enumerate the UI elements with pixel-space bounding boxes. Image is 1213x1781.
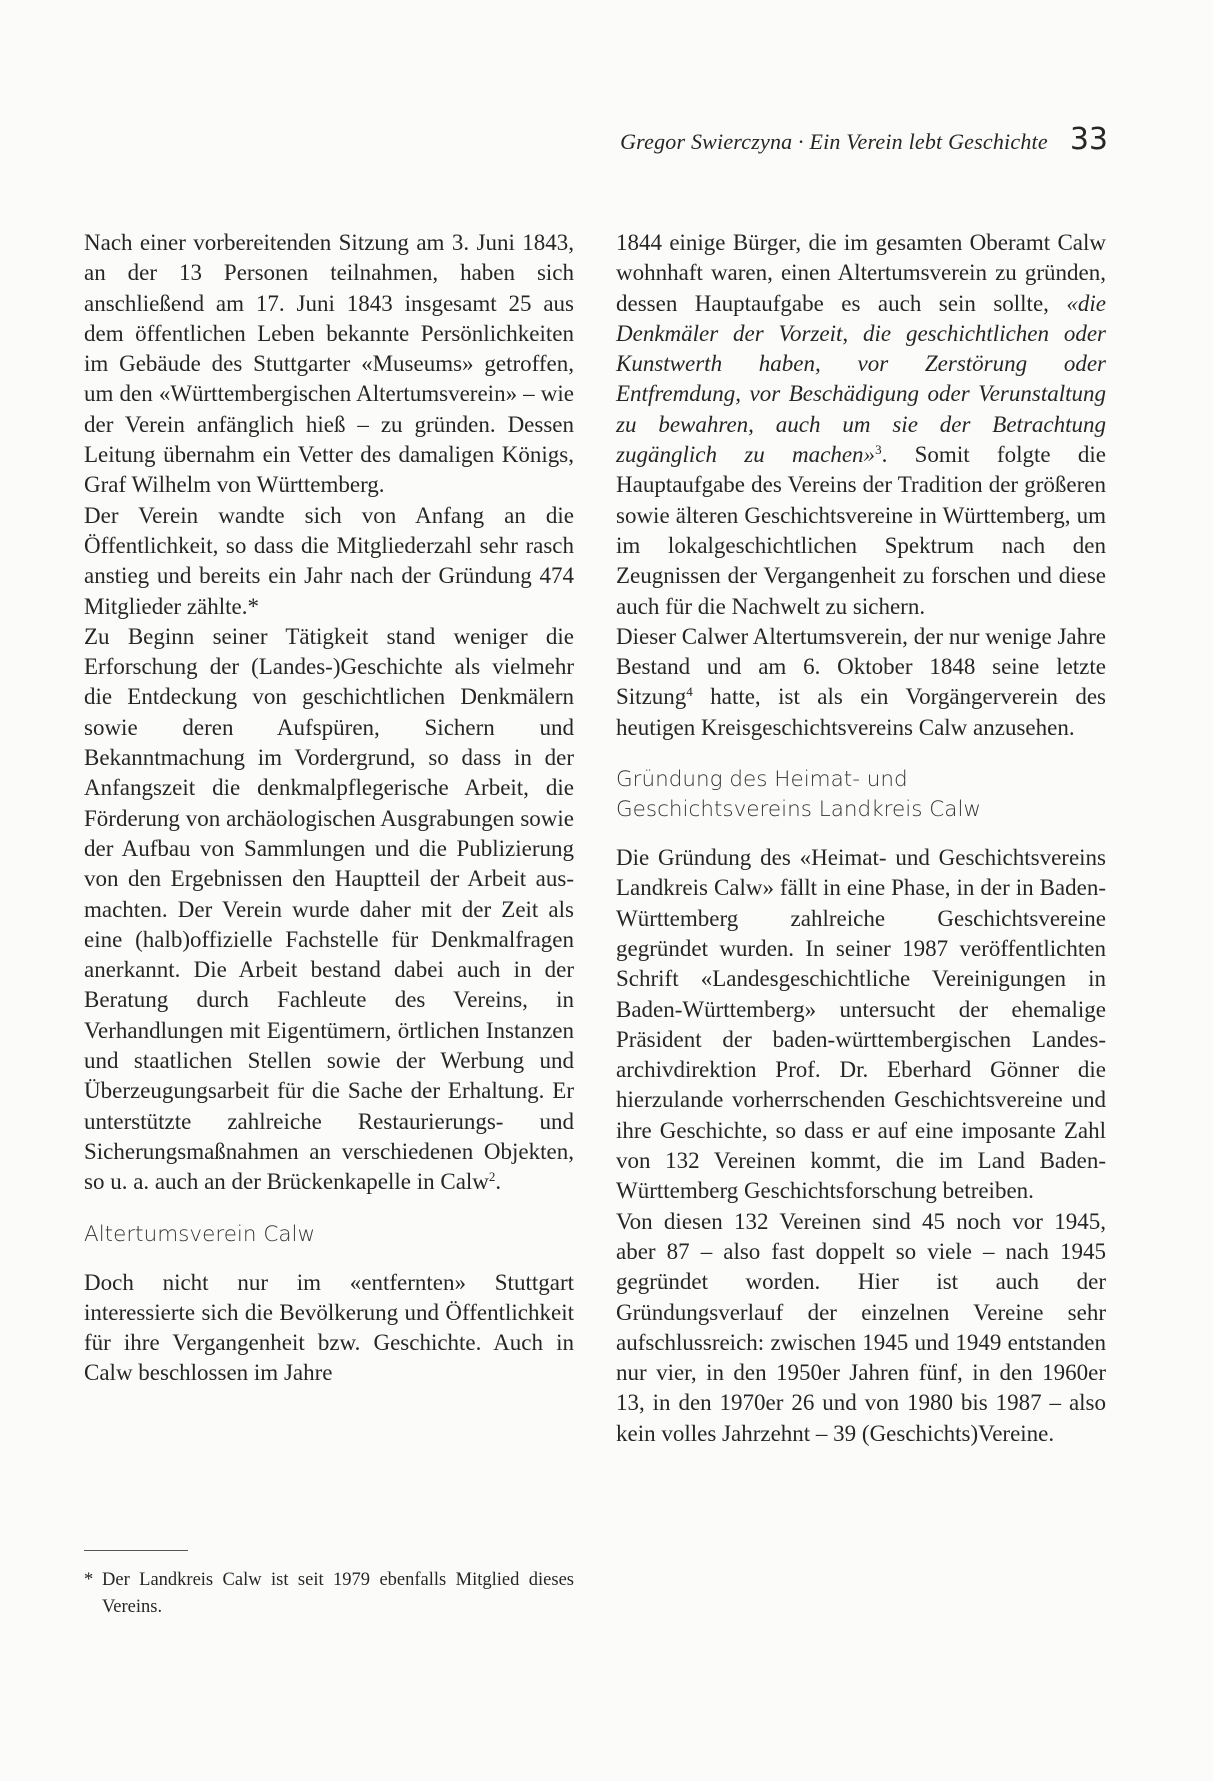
footnote-rule [84,1550,188,1551]
footnote-ref-4: 4 [686,684,693,700]
footnote [84,1567,574,1621]
paragraph-founding: Nach einer vorbereitenden Sitzung am 3. Juni 1843, an der 13 Personen teilnahmen, haben sich anschließend am 17. Juni 1843 insgesamt 25 aus dem öffentlichen Leben bekannte Persönlichkeiten im Gebäude des Stuttgarter «Museums» getroffen, um den «Württembergischen Altertumsverein» – wie der Verein anfänglich hieß – zu gründen. Dessen Leitung übernahm ein Vetter des damaligen Königs, Graf Wilhelm von Württemberg. [84,230,574,498]
section-heading-altertumsverein: Altertumsverein Calw [84,1221,316,1247]
section-heading-gruendung: Gründung des Heimat- und Geschichtsvereins Landkreis Calw [616,767,981,823]
paragraph-early-activity-end: . [495,1169,502,1195]
paragraph-calw-society-end: . Somit folgte die Hauptaufgabe des Vereins der Tradition der größeren sowie älteren Geschichtsvereine in Württemberg, um im lokalgeschichtlichen Spektrum nach den Zeugnissen der Vergangenheit zu forschen und diese auch für die Nachwelt zu sichern. [616,442,1106,619]
paragraph-calw-society-start: 1844 einige Bürger, die im gesamten Oberamt Calw wohnhaft waren, einen Altertumsverein zu gründen, dessen Hauptaufgabe es auch sein sollte, [616,230,1106,316]
paragraph-early-activity-text: Zu Beginn seiner Tätigkeit stand weniger die Erforschung der (Landes-)Geschichte als vielmehr die Entdeckung von geschichtlichen Denkmälern sowie deren Aufspüren, Sichern und Bekanntmachung im Vordergrund, so dass in der Anfangszeit die denkmalpflegerische Arbeit, die Förderung von archäologischen Ausgrabungen sowie der Aufbau von Sammlungen und die Publizierung von den Ergebnissen den Hauptteil der Arbeit ausmachten. Der Verein wurde daher mit der Zeit als eine (halb)offizielle Fachstelle für Denkmalfragen anerkannt. Die Arbeit bestand dabei auch in der Beratung durch Fachleute des Vereins, in Verhandlungen mit Eigentümern, örtlichen Instanzen und staatlichen Stellen sowie der Werbung und Überzeugungsarbeit für die Sache der Erhaltung. Er unterstützte zahlreiche Restaurierungs- und Sicherungsmaßnahmen an verschiedenen Objekten, so u. a. auch an der Brückenkapelle in Calw [84,623,574,1195]
running-head-title: Gregor Swierczyna · Ein Verein lebt Geschichte [620,129,1048,154]
paragraph-gruendung: Die Gründung des «Heimat- und Geschichtsvereins Landkreis Calw» fällt in eine Phase, in der in Baden-Württemberg zahlreiche Geschichtsvereine gegründet wurden. In seiner 1987 veröffentlichten Schrift «Landesgeschichtliche Vereinigungen in Baden-Württemberg» untersucht der ehemalige Präsident der baden-württembergischen Landesarchivdirektion Prof. Dr. Eberhard Gönner die hierzulande vorherrschenden Geschichtsvereine und ihre Geschichte, so dass er auf eine imposante Zahl von 132 Vereinen kommt, die im Land Baden-Württemberg Geschichtsforschung betreiben. [616,845,1106,1204]
paragraph-members: Der Verein wandte sich von Anfang an die Öffentlichkeit, so dass die Mitgliederzahl sehr rasch anstieg und bereits ein Jahr nach der Gründung 474 Mitglieder zählte.* [84,502,574,619]
page-number: 33 [1069,122,1108,157]
statute-quote: «die Denkmäler der Vorzeit, die geschichtlichen oder Kunstwerth haben, vor Zerstörung oder Entfremdung, vor Beschädigung oder Verunstaltung zu bewahren, auch um sie der Betrachtung zugänglich zu machen» [616,290,1106,468]
running-head [620,122,1108,157]
paragraph-predecessor-start: Dieser Calwer Altertumsverein, der nur wenige Jahre Bestand und am 6. Oktober 1848 seine letzte Sitzung [616,623,1106,710]
paragraph-early-activity [84,622,574,1198]
footnote-marker: * [84,1570,94,1590]
paragraph-predecessor-end: hatte, ist als ein Vorgängerverein des heutigen Kreisgeschichtsvereins Calw anzusehen. [616,684,1106,740]
right-column [616,228,1106,1449]
footnote-ref-3: 3 [875,442,882,458]
paragraph-calw-intro: Doch nicht nur im «entfernten» Stuttgart interessierte sich die Bevölkerung und Öffentlichkeit für ihre Vergangenheit bzw. Geschichte. Auch in Calw beschlossen im Jahre [84,1269,574,1386]
footnote-ref-2: 2 [488,1169,496,1185]
left-column [84,228,574,1389]
paragraph-calw-society [616,228,1106,622]
paragraph-statistics: Von diesen 132 Vereinen sind 45 noch vor 1945, aber 87 – also fast doppelt so viele – nach 1945 gegründet worden. Hier ist auch der Gründungsverlauf der einzelnen Vereine sehr aufschlussreich: zwischen 1945 und 1949 entstanden nur vier, in den 1950er Jahren fünf, in den 1960er 13, in den 1970er 26 und von 1980 bis 1987 – also kein volles Jahrzehnt – 39 (Geschichts)Vereine. [616,1208,1106,1446]
footnote-text: Der Landkreis Calw ist seit 1979 ebenfalls Mitglied dieses Vereins. [102,1570,574,1617]
paragraph-predecessor [616,622,1106,743]
